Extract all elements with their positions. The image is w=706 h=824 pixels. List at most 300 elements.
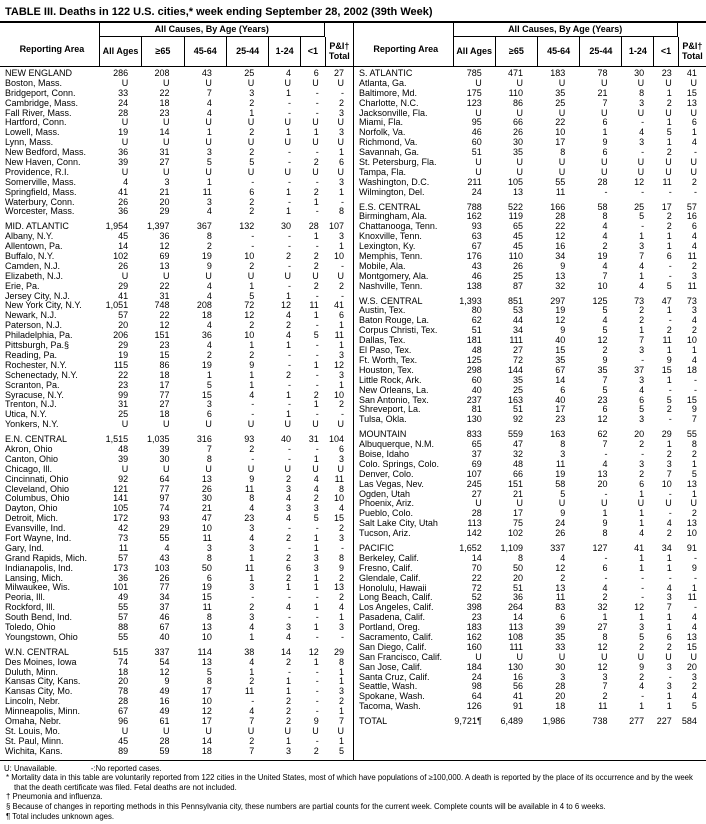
city-row [0, 272, 353, 282]
value-cell: 130 [507, 661, 524, 672]
reporting-area-cell: Nashville, Tenn. [359, 281, 423, 291]
value-cell: 12 [333, 359, 344, 370]
value-cell: U [205, 725, 212, 736]
value-cell: 12 [159, 320, 170, 331]
city-row [0, 544, 353, 554]
reporting-area-cell: S. ATLANTIC [359, 69, 413, 78]
value-cell: 64 [471, 691, 482, 702]
value-cell: 1 [338, 186, 344, 197]
value-cell: 1 [286, 340, 292, 351]
reporting-area-cell: Jersey City, N.J. [5, 291, 70, 301]
reporting-area-cell: Cleveland, Ohio [5, 484, 70, 494]
value-cell: 4 [206, 97, 212, 108]
value-cell: 59 [159, 745, 170, 756]
value-cell: - [315, 612, 319, 623]
reporting-area-cell: Miami, Fla. [359, 118, 404, 128]
value-cell: 151 [507, 478, 524, 489]
value-cell: 23 [159, 340, 170, 351]
reporting-area-cell: Los Angeles, Calif. [359, 603, 434, 613]
reporting-area-cell: Tulsa, Okla. [359, 415, 407, 425]
value-cell: 50 [513, 562, 524, 573]
value-cell: 1 [639, 552, 645, 563]
value-cell: U [637, 107, 645, 118]
value-cell: 2 [338, 97, 344, 108]
value-cell: 1,515 [105, 434, 129, 445]
value-cell: 26 [159, 572, 170, 583]
value-cell: 13 [686, 97, 697, 108]
value-cell: 2 [338, 572, 344, 583]
value-cell: 27 [159, 399, 170, 410]
column-header-row [354, 37, 706, 66]
value-cell: - [288, 231, 292, 242]
value-cell: 3 [666, 661, 672, 672]
value-cell: - [288, 523, 292, 534]
value-cell: 11 [202, 532, 212, 543]
value-cell: U [475, 651, 482, 662]
value-cell: - [641, 354, 645, 365]
value-cell: 40 [281, 434, 292, 445]
reporting-area-cell: Schenectady, N.Y. [5, 370, 78, 380]
value-cell: 211 [467, 176, 482, 187]
city-row [354, 574, 706, 584]
legend-unavailable: U: Unavailable. [4, 763, 57, 773]
city-row [0, 717, 353, 727]
value-cell: 10 [201, 523, 212, 534]
reporting-area-cell: Chattanooga, Tenn. [359, 222, 438, 232]
value-cell: U [312, 77, 319, 88]
value-cell: 67 [159, 621, 170, 632]
value-cell: 264 [507, 602, 524, 613]
value-cell: 3 [338, 127, 344, 138]
value-cell: U [121, 77, 129, 88]
value-cell: - [315, 409, 319, 420]
value-cell: 19 [597, 251, 608, 262]
value-cell: U [163, 725, 170, 736]
reporting-area-cell: Wichita, Kans. [5, 746, 63, 756]
value-cell: 176 [466, 251, 482, 262]
reporting-area-cell: Ogden, Utah [359, 489, 411, 499]
value-cell: 4 [206, 206, 212, 217]
value-cell: - [693, 572, 697, 583]
value-cell: 2 [639, 315, 645, 326]
value-cell: 7 [249, 745, 255, 756]
city-row [354, 450, 706, 460]
value-cell: 1,035 [147, 434, 170, 445]
value-cell: 51 [471, 147, 482, 158]
value-cell: 20 [597, 478, 608, 489]
value-cell: 9 [602, 518, 608, 529]
value-cell: 13 [555, 582, 566, 593]
value-cell: 97 [159, 493, 170, 504]
value-cell: 18 [201, 310, 212, 321]
reporting-area-cell: Corpus Christi, Tex. [359, 326, 438, 336]
value-cell: 12 [308, 646, 319, 657]
value-cell: - [315, 706, 319, 717]
value-cell: 91 [513, 701, 524, 712]
city-row [354, 272, 706, 282]
value-cell: 4 [206, 340, 212, 351]
value-cell: - [251, 409, 255, 420]
city-row [0, 128, 353, 138]
city-row [0, 198, 353, 208]
reporting-area-cell: Jacksonville, Fla. [359, 108, 428, 118]
value-cell: 24 [118, 97, 129, 108]
reporting-area-cell: Pittsburgh, Pa.§ [5, 341, 70, 351]
value-cell: - [641, 448, 645, 459]
city-row [0, 109, 353, 119]
value-cell: 12 [597, 661, 608, 672]
column-header-all-ages: All Ages [99, 37, 141, 66]
value-cell: 15 [201, 592, 212, 603]
value-cell: 23 [555, 414, 566, 425]
value-cell: 113 [508, 622, 524, 633]
value-cell: 5 [691, 701, 697, 712]
value-cell: - [604, 186, 608, 197]
value-cell: 55 [686, 429, 697, 440]
value-cell: 86 [159, 359, 170, 370]
table-left-half [0, 23, 353, 760]
value-cell: - [604, 552, 608, 563]
value-cell: 2 [639, 468, 645, 479]
value-cell: 19 [201, 251, 212, 262]
value-cell: 11 [662, 335, 672, 346]
reporting-area-cell: Lansing, Mich. [5, 573, 64, 583]
value-cell: - [641, 117, 645, 128]
value-cell: 89 [118, 745, 129, 756]
value-cell: U [637, 157, 645, 168]
value-cell: 93 [471, 221, 482, 232]
value-cell: 8 [639, 87, 645, 98]
value-cell: 70 [471, 562, 482, 573]
table-right-half [353, 23, 706, 760]
value-cell: 2 [691, 448, 697, 459]
value-cell: U [163, 166, 170, 177]
value-cell: 31 [159, 147, 170, 158]
value-cell: 42 [118, 523, 129, 534]
value-cell: 1 [666, 305, 672, 316]
value-cell: 162 [466, 631, 482, 642]
reporting-area-cell: E.N. CENTRAL [5, 435, 68, 445]
reporting-area-cell: New Haven, Conn. [5, 158, 81, 168]
value-cell: 4 [338, 602, 344, 613]
city-row [354, 623, 706, 633]
value-cell: - [693, 186, 697, 197]
value-cell: 2 [286, 369, 292, 380]
value-cell: 12 [244, 310, 255, 321]
value-cell: 20 [555, 691, 566, 702]
value-cell: U [247, 419, 255, 430]
value-cell: 41 [513, 691, 524, 702]
value-cell: U [205, 137, 212, 148]
value-cell: 1 [338, 379, 344, 390]
value-cell: 7 [639, 335, 645, 346]
city-row [354, 593, 706, 603]
reporting-area-cell: Tampa, Fla. [359, 167, 407, 177]
section-total-row [0, 222, 353, 232]
value-cell: 22 [555, 117, 566, 128]
reporting-area-cell: Hartford, Conn. [5, 118, 67, 128]
value-cell: U [163, 117, 170, 128]
value-cell: 11 [334, 473, 344, 484]
value-cell: 8 [206, 676, 212, 687]
value-cell: - [288, 349, 292, 360]
value-cell: 245 [466, 478, 482, 489]
value-cell: 23 [471, 612, 482, 623]
value-cell: - [693, 384, 697, 395]
value-cell: 367 [196, 221, 212, 232]
value-cell: 2 [639, 641, 645, 652]
value-cell: 398 [466, 602, 482, 613]
value-cell: 3 [313, 503, 319, 514]
value-cell: 4 [639, 127, 645, 138]
value-cell: 1 [286, 186, 292, 197]
reporting-area-cell: Pueblo, Colo. [359, 509, 414, 519]
value-cell: U [600, 107, 608, 118]
value-cell: 4 [338, 503, 344, 514]
value-cell: 34 [661, 542, 672, 553]
city-row [0, 207, 353, 217]
value-cell: 83 [555, 602, 566, 613]
value-cell: U [600, 157, 608, 168]
value-cell: U [690, 107, 697, 118]
value-cell: 52 [471, 592, 482, 603]
value-cell: U [516, 107, 524, 118]
value-cell: - [288, 196, 292, 207]
value-cell: 10 [333, 493, 344, 504]
reporting-area-cell: Indianapolis, Ind. [5, 563, 74, 573]
value-cell: 2 [286, 696, 292, 707]
value-cell: 25 [118, 409, 129, 420]
value-cell: 25 [634, 201, 645, 212]
city-row [354, 376, 706, 386]
value-cell: 2 [602, 592, 608, 603]
value-cell: 2 [338, 399, 344, 410]
value-cell: 748 [154, 300, 170, 311]
value-cell: - [315, 696, 319, 707]
value-cell: 96 [118, 716, 129, 726]
reporting-area-cell: Camden, N.J. [5, 261, 61, 271]
value-cell: 28 [308, 221, 319, 232]
value-cell: - [641, 221, 645, 232]
value-cell: - [251, 592, 255, 603]
value-cell: 25 [555, 97, 566, 108]
value-cell: U [337, 270, 344, 281]
value-cell: 4 [666, 582, 672, 593]
section-total-row [354, 430, 706, 440]
value-cell: 7 [602, 439, 608, 450]
value-cell: 2 [338, 523, 344, 534]
value-cell: 31 [159, 290, 170, 301]
value-cell: 30 [159, 453, 170, 464]
value-cell: 7 [691, 414, 697, 425]
value-cell: 10 [555, 127, 566, 138]
value-cell: 4 [602, 221, 608, 232]
value-cell: 2 [560, 572, 566, 583]
value-cell: 28 [471, 508, 482, 519]
value-cell: 26 [513, 127, 524, 138]
value-cell: 9 [249, 473, 255, 484]
value-cell: 3 [602, 671, 608, 682]
value-cell: 1 [313, 602, 319, 613]
city-row [354, 682, 706, 692]
value-cell: U [121, 137, 129, 148]
city-row [0, 321, 353, 331]
value-cell: 50 [201, 562, 212, 573]
value-cell: 55 [159, 532, 170, 543]
value-cell: 1 [639, 270, 645, 281]
value-cell: - [668, 315, 672, 326]
value-cell: 2 [286, 706, 292, 717]
grand-total-row [354, 717, 706, 727]
value-cell: 2 [666, 221, 672, 232]
city-row [354, 242, 706, 252]
value-cell: 24 [471, 671, 482, 682]
value-cell: 37 [634, 364, 645, 375]
value-cell: 4 [286, 310, 292, 321]
value-cell: - [251, 453, 255, 464]
value-cell: U [284, 77, 292, 88]
city-row [0, 168, 353, 178]
value-cell: 5 [639, 211, 645, 222]
value-cell: 45 [118, 231, 129, 242]
value-cell: - [288, 260, 292, 271]
group-header-row [0, 23, 353, 37]
value-cell: 40 [555, 335, 566, 346]
value-cell: 4 [691, 622, 697, 633]
value-cell: 1,051 [105, 300, 129, 311]
value-cell: 6 [639, 478, 645, 489]
value-cell: 66 [513, 117, 524, 128]
value-cell: 4 [123, 176, 129, 187]
value-cell: 19 [201, 359, 212, 370]
value-cell: 2 [286, 716, 292, 726]
value-cell: 37 [159, 602, 170, 613]
value-cell: 5 [666, 280, 672, 291]
city-row [354, 326, 706, 336]
city-row [0, 351, 353, 361]
value-cell: 26 [118, 196, 129, 207]
value-cell: 73 [634, 295, 645, 306]
reporting-area-cell: NEW ENGLAND [5, 69, 73, 78]
value-cell: 12 [555, 562, 566, 573]
value-cell: 1 [338, 666, 344, 677]
value-cell: 13 [686, 518, 697, 529]
value-cell: - [288, 453, 292, 464]
value-cell: 73 [118, 532, 129, 543]
value-cell: 1 [666, 612, 672, 623]
reporting-area-cell: Spokane, Wash. [359, 692, 425, 702]
reporting-area-cell: Akron, Ohio [5, 444, 53, 454]
value-cell: 111 [509, 641, 524, 652]
value-cell: 4 [206, 107, 212, 118]
value-cell: U [337, 166, 344, 177]
value-cell: 471 [507, 68, 524, 78]
value-cell: 14 [471, 552, 482, 563]
value-cell: 28 [118, 107, 129, 118]
value-cell: U [312, 166, 319, 177]
value-cell: 31 [308, 434, 319, 445]
table-title: TABLE III. Deaths in 122 U.S. cities,* week ending September 28, 2002 (39th Week) [5, 6, 433, 18]
value-cell: 8 [602, 631, 608, 642]
city-row [354, 366, 706, 376]
value-cell: 6 [602, 562, 608, 573]
value-cell: 1 [666, 117, 672, 128]
value-cell: - [668, 414, 672, 425]
city-row [0, 371, 353, 381]
value-cell: 8 [206, 231, 212, 242]
value-cell: 7 [666, 602, 672, 613]
value-cell: 13 [513, 186, 524, 197]
value-cell: 2 [249, 735, 255, 746]
value-cell: 11 [244, 686, 255, 697]
column-header-25-44: 25-44 [226, 37, 268, 66]
section-total-row [354, 203, 706, 213]
value-cell: 57 [118, 612, 129, 623]
value-cell: - [315, 107, 319, 118]
value-cell: 3 [286, 745, 292, 756]
section-total-row [0, 435, 353, 445]
value-cell: - [641, 691, 645, 702]
value-cell: 1 [249, 107, 255, 118]
value-cell: 43 [471, 260, 482, 271]
value-cell: 5 [206, 157, 212, 168]
value-cell: - [288, 399, 292, 410]
footnote: * Mortality data in this table are voluntarily reported from 122 cities in the United States, most of which have populations of ≥100,000. A death is reported by the place of its occurrence and by the week that the death certificate was filed. Fetal deaths are not included. [6, 773, 693, 792]
value-cell: - [340, 290, 344, 301]
value-cell: U [337, 117, 344, 128]
city-row [0, 475, 353, 485]
value-cell: 108 [507, 631, 524, 642]
reporting-area-cell: Berkeley, Calif. [359, 553, 419, 563]
value-cell: 30 [634, 68, 645, 78]
value-cell: 17 [661, 201, 672, 212]
value-cell: 27 [471, 488, 482, 499]
city-row [354, 692, 706, 702]
value-cell: U [690, 77, 697, 88]
value-cell: 2 [666, 641, 672, 652]
left-table-body [0, 67, 353, 760]
city-row [0, 99, 353, 109]
value-cell: 18 [686, 364, 697, 375]
reporting-area-cell: Youngstown, Ohio [5, 632, 78, 642]
value-cell: 4 [313, 483, 319, 494]
value-cell: 1 [313, 359, 319, 370]
value-cell: 2 [286, 572, 292, 583]
value-cell: 62 [471, 315, 482, 326]
value-cell: 3 [206, 542, 212, 553]
value-cell: 11 [334, 330, 344, 341]
city-row [0, 89, 353, 99]
value-cell: 1 [249, 340, 255, 351]
reporting-area-cell: St. Petersburg, Fla. [359, 158, 437, 168]
city-row [0, 697, 353, 707]
value-cell: 8 [518, 552, 524, 563]
value-cell: 1,109 [500, 542, 524, 553]
value-cell: 3 [639, 241, 645, 252]
value-cell: 62 [597, 429, 608, 440]
value-cell: U [475, 498, 482, 509]
city-row [0, 341, 353, 351]
value-cell: 23 [244, 513, 255, 524]
value-cell: 3 [338, 369, 344, 380]
value-cell: 515 [113, 646, 129, 657]
value-cell: U [247, 77, 255, 88]
value-cell: 7 [249, 716, 255, 726]
value-cell: 21 [201, 503, 212, 514]
value-cell: U [337, 77, 344, 88]
value-cell: 57 [118, 552, 129, 563]
value-cell: 1 [313, 231, 319, 242]
